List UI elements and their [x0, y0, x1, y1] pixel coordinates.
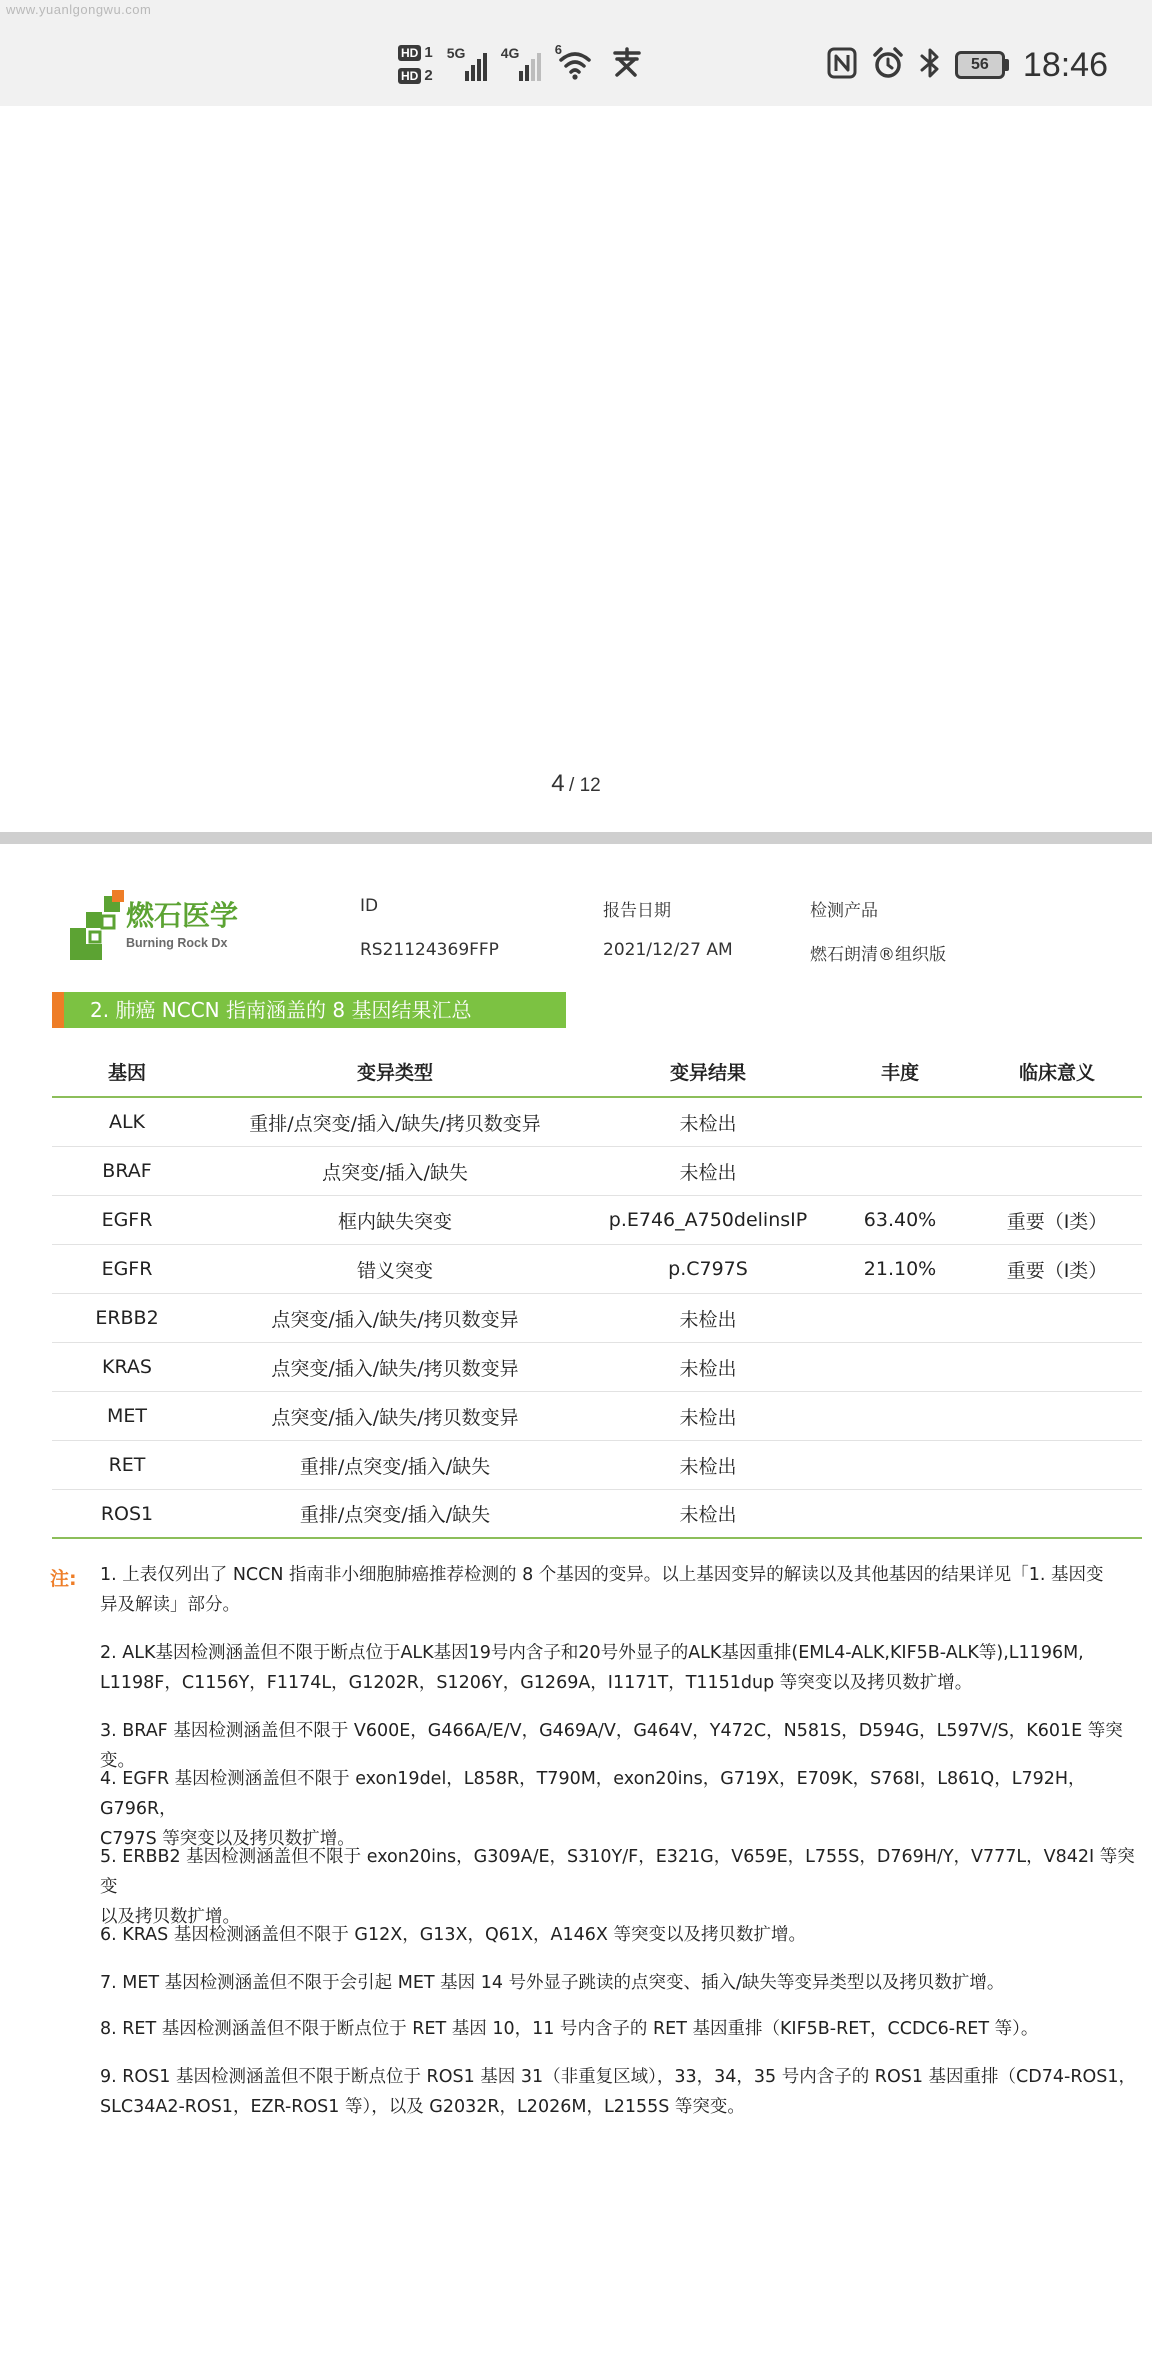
note-line: 4. EGFR 基因检测涵盖但不限于 exon19del，L858R，T790M，exon20ins，G719X，E709K，S768I，L861Q，L792H，G796R，	[100, 1769, 1086, 1819]
cell-abundance: 63.40%	[863, 1209, 937, 1231]
header-clinical-significance: 临床意义	[1018, 1061, 1095, 1084]
status-bar	[0, 0, 1152, 106]
cell-variant-result: 未检出	[679, 1112, 737, 1135]
cell-variant-type: 框内缺失突变	[337, 1210, 452, 1233]
cell-variant-type: 错义突变	[356, 1259, 433, 1282]
header-variant-result: 变异结果	[669, 1061, 746, 1084]
product-label: 检测产品	[810, 901, 878, 921]
cell-variant-result: 未检出	[679, 1406, 737, 1429]
note-item	[100, 2062, 1144, 2122]
cell-clinical-significance: 重要（Ⅰ类）	[1006, 1210, 1108, 1233]
header-abundance: 丰度	[880, 1061, 919, 1084]
alarm-icon	[871, 46, 905, 84]
cell-gene: ROS1	[100, 1502, 154, 1525]
banner-accent	[52, 992, 64, 1028]
watermark: www.yuanlgongwu.com	[6, 2, 152, 17]
table-header	[52, 1046, 1142, 1098]
logo-name-en: Burning Rock Dx	[126, 936, 228, 950]
status-right	[827, 40, 1108, 90]
table-row	[52, 1343, 1142, 1392]
table-row	[52, 1147, 1142, 1196]
network-type-label: 5G	[446, 45, 466, 61]
pay-icon	[609, 45, 645, 83]
note-item	[100, 1920, 1144, 1950]
cell-variant-type: 点突变/插入/缺失/拷贝数变异	[271, 1406, 519, 1429]
cell-variant-result: 未检出	[679, 1455, 737, 1478]
cell-variant-result: 未检出	[679, 1308, 737, 1331]
signal-4g-icon	[501, 47, 541, 81]
cell-variant-result: p.E746_A750delinsIP	[608, 1209, 808, 1231]
note-item	[100, 1764, 1144, 1854]
wifi-label: 6	[554, 42, 562, 57]
hd-badge: HD	[398, 45, 421, 61]
header-variant-type: 变异类型	[356, 1061, 433, 1084]
hd-2-indicator	[398, 67, 433, 84]
note-line: 5. ERBB2 基因检测涵盖但不限于 exon20ins，G309A/E，S310Y/F，E321G，V659E，L755S，D769H/Y，V777L，V842I 等突变	[100, 1847, 1135, 1897]
table-row	[52, 1392, 1142, 1441]
cell-gene: RET	[108, 1454, 146, 1476]
header-gene: 基因	[107, 1061, 146, 1084]
cell-gene: EGFR	[101, 1209, 153, 1231]
hd-badge: HD	[398, 68, 421, 84]
id-value: RS21124369FFP	[360, 940, 499, 960]
note-item	[100, 1560, 1144, 1620]
total-pages: / 12	[569, 775, 601, 796]
nfc-icon	[827, 47, 857, 83]
cell-gene: BRAF	[102, 1160, 152, 1182]
hd-number: 1	[424, 44, 433, 61]
table-row	[52, 1441, 1142, 1490]
logo-name-cn: 燃石医学	[126, 899, 239, 932]
page-separator	[0, 832, 1152, 844]
table-body	[52, 1098, 1142, 1539]
note-line: 8. RET 基因检测涵盖但不限于断点位于 RET 基因 10，11 号内含子的 RET 基因重排（KIF5B-RET，CCDC6-RET 等）。	[100, 2019, 1039, 2039]
note-line: C797S 等突变以及拷贝数扩增。	[100, 1829, 355, 1849]
id-label: ID	[360, 896, 379, 916]
company-logo	[70, 890, 260, 964]
signal-5g-icon	[447, 47, 487, 81]
clock: 18:46	[1022, 45, 1108, 84]
battery-level: 56	[955, 51, 1005, 79]
note-line: 7. MET 基因检测涵盖但不限于会引起 MET 基因 14 号外显子跳读的点突变、插入/缺失等变异类型以及拷贝数扩增。	[100, 1973, 1005, 1993]
note-line: 1. 上表仅列出了 NCCN 指南非小细胞肺癌推荐检测的 8 个基因的变异。以上基因变异的解读以及其他基因的结果详见「1. 基因变	[100, 1565, 1104, 1585]
table-row	[52, 1196, 1142, 1245]
note-item	[100, 1638, 1144, 1698]
cell-variant-type: 点突变/插入/缺失	[322, 1161, 468, 1184]
cell-variant-result: p.C797S	[668, 1258, 748, 1280]
note-line: 9. ROS1 基因检测涵盖但不限于断点位于 ROS1 基因 31（非重复区域），33，34，35 号内含子的 ROS1 基因重排（CD74-ROS1，	[100, 2067, 1137, 2087]
status-left	[398, 34, 645, 94]
bluetooth-icon	[919, 46, 941, 84]
note-line: 以及拷贝数扩增。	[100, 1907, 240, 1927]
cell-variant-result: 未检出	[679, 1504, 737, 1526]
cell-variant-type: 点突变/插入/缺失/拷贝数变异	[271, 1308, 519, 1331]
hd-1-indicator	[398, 44, 433, 61]
section-title: 2. 肺癌 NCCN 指南涵盖的 8 基因结果汇总	[90, 998, 472, 1022]
cell-gene: ERBB2	[95, 1307, 159, 1329]
wifi-icon	[554, 42, 595, 82]
note-item	[100, 1968, 1144, 1998]
page-indicator	[0, 770, 1152, 798]
cell-gene: KRAS	[102, 1356, 152, 1378]
note-line: SLC34A2-ROS1，EZR-ROS1 等），以及 G2032R，L2026M，L2155S 等突变。	[100, 2097, 745, 2117]
logo-mark-icon	[70, 890, 126, 964]
note-line: L1198F，C1156Y，F1174L，G1202R，S1206Y，G1269A，I1171T，T1151dup 等突变以及拷贝数扩增。	[100, 1673, 973, 1693]
report-date-label: 报告日期	[603, 901, 671, 921]
hd-number: 2	[424, 67, 433, 84]
battery-icon	[955, 51, 1009, 79]
network-type-label: 4G	[500, 45, 520, 61]
cell-variant-result: 未检出	[679, 1357, 737, 1380]
cell-variant-type: 重排/点突变/插入/缺失	[299, 1455, 491, 1478]
cell-abundance: 21.10%	[863, 1258, 937, 1280]
note-line: 异及解读」部分。	[100, 1595, 240, 1615]
gene-results-table	[52, 1046, 1142, 1539]
product-value: 燃石朗清®组织版	[810, 945, 946, 965]
note-line: 3. BRAF 基因检测涵盖但不限于 V600E，G466A/E/V，G469A/V，G464V，Y472C，N581S，D594G，L597V/S，K601E 等突变。	[100, 1721, 1123, 1771]
current-page: 4	[551, 770, 565, 797]
table-row	[52, 1245, 1142, 1294]
cell-variant-type: 重排/点突变/插入/缺失/拷贝数变异	[249, 1112, 541, 1135]
hd-indicators	[398, 44, 433, 84]
cell-gene: EGFR	[101, 1258, 153, 1280]
note-item	[100, 2014, 1144, 2044]
table-row	[52, 1294, 1142, 1343]
table-row	[52, 1098, 1142, 1147]
note-line: 2. ALK基因检测涵盖但不限于断点位于ALK基因19号内含子和20号外显子的ALK基因重排(EML4-ALK,KIF5B-ALK等),L1196M,	[100, 1643, 1084, 1663]
cell-clinical-significance: 重要（Ⅰ类）	[1006, 1259, 1108, 1282]
section-banner	[52, 992, 566, 1028]
cell-gene: MET	[106, 1405, 147, 1427]
report-date-value: 2021/12/27 AM	[603, 940, 733, 960]
cell-variant-type: 重排/点突变/插入/缺失	[299, 1504, 491, 1526]
note-item	[100, 1842, 1144, 1932]
cell-gene: ALK	[108, 1111, 146, 1133]
note-line: 6. KRAS 基因检测涵盖但不限于 G12X，G13X，Q61X，A146X 等突变以及拷贝数扩增。	[100, 1925, 806, 1945]
cell-variant-result: 未检出	[679, 1161, 737, 1184]
notes-label: 注:	[50, 1568, 77, 1590]
table-row	[52, 1490, 1142, 1539]
cell-variant-type: 点突变/插入/缺失/拷贝数变异	[271, 1357, 519, 1380]
